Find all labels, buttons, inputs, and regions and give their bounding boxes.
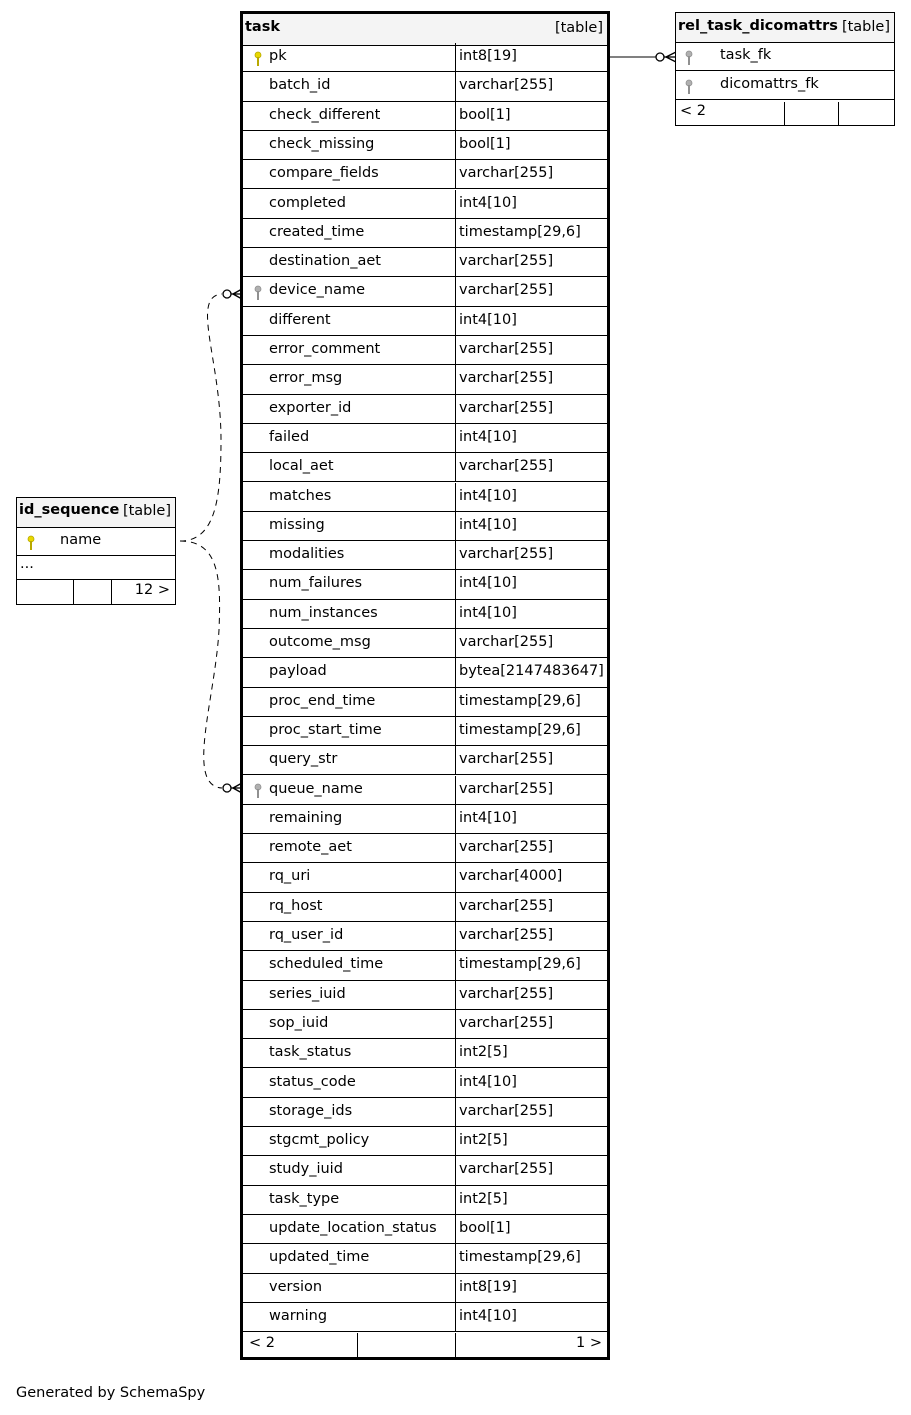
column-name: task_status — [269, 1044, 352, 1061]
column-type: varchar[255] — [459, 985, 554, 1002]
column-name: compare_fields — [269, 165, 379, 182]
column-type: varchar[4000] — [459, 868, 563, 885]
column-type: varchar[255] — [459, 1102, 554, 1119]
column-row-created-time[interactable] — [243, 219, 607, 248]
column-type: int4[10] — [459, 1307, 517, 1324]
column-type: varchar[255] — [459, 927, 554, 943]
column-row-error-msg[interactable] — [243, 365, 607, 394]
connector-task-to-rel-task-dicomattrs — [609, 52, 676, 62]
column-name: num_instances — [269, 604, 378, 621]
column-name: stgcmt_policy — [269, 1132, 370, 1149]
table-header — [17, 498, 175, 528]
column-type: bool[1] — [459, 135, 511, 152]
column-name: missing — [269, 516, 325, 533]
column-row-proc-start-time[interactable] — [243, 717, 607, 746]
table-footer — [676, 102, 894, 125]
column-name: batch_id — [269, 77, 331, 94]
column-type: int2[5] — [459, 1132, 508, 1149]
column-type: varchar[255] — [459, 282, 554, 299]
column-row-check-different[interactable] — [243, 102, 607, 131]
generated-by-label: Generated by SchemaSpy — [16, 1385, 206, 1401]
column-row-completed[interactable] — [243, 190, 607, 219]
column-row-outcome-msg[interactable] — [243, 629, 607, 658]
foreign-key-icon — [254, 783, 262, 799]
column-row-scheduled-time[interactable] — [243, 951, 607, 980]
column-name: device_name — [269, 282, 365, 299]
column-name: task_fk — [720, 47, 772, 63]
table-name: rel_task_dicomattrs — [678, 18, 838, 34]
column-type: int8[19] — [459, 48, 517, 64]
column-row-matches[interactable] — [243, 483, 607, 512]
column-name: matches — [269, 487, 332, 504]
column-name: queue_name — [269, 780, 363, 797]
column-name: remote_aet — [269, 839, 352, 856]
column-type: varchar[255] — [459, 165, 554, 182]
column-name: failed — [269, 428, 310, 445]
column-name: num_failures — [269, 575, 363, 592]
column-type: int4[10] — [459, 604, 517, 621]
column-type: timestamp[29,6] — [459, 721, 581, 738]
primary-key-icon — [254, 51, 262, 67]
column-row-task-type[interactable] — [243, 1186, 607, 1215]
more-columns-row — [17, 556, 175, 580]
column-row-dicomattrs-fk[interactable] — [676, 71, 894, 100]
column-type: int4[10] — [459, 516, 517, 533]
column-name: study_iuid — [269, 1161, 343, 1178]
column-type: bytea[2147483647] — [459, 663, 604, 680]
column-row-check-missing[interactable] — [243, 131, 607, 160]
column-name: completed — [269, 194, 346, 211]
column-name: pk — [269, 48, 287, 64]
column-name: destination_aet — [269, 253, 381, 270]
table-name: id_sequence — [19, 502, 120, 518]
column-row-name[interactable] — [17, 527, 175, 556]
column-type: int4[10] — [459, 575, 517, 592]
table-name: task — [245, 19, 280, 35]
column-row-error-comment[interactable] — [243, 336, 607, 365]
connector-id-sequence-to-device-name — [180, 289, 242, 541]
column-row-num-instances[interactable] — [243, 600, 607, 629]
column-row-updated-time[interactable] — [243, 1244, 607, 1273]
column-row-queue-name[interactable] — [243, 776, 607, 805]
column-type: bool[1] — [459, 106, 511, 123]
column-name: scheduled_time — [269, 956, 384, 973]
column-name: task_type — [269, 1190, 340, 1207]
column-name: storage_ids — [269, 1102, 353, 1119]
column-row-payload[interactable] — [243, 658, 607, 687]
ellipsis: ... — [20, 556, 34, 572]
column-row-stgcmt-policy[interactable] — [243, 1127, 607, 1156]
table-footer — [243, 1333, 607, 1357]
column-type: varchar[255] — [459, 1014, 554, 1031]
column-type: varchar[255] — [459, 546, 554, 563]
connector-id-sequence-to-queue-name — [180, 541, 242, 793]
column-row-compare-fields[interactable] — [243, 160, 607, 189]
column-row-proc-end-time[interactable] — [243, 688, 607, 717]
column-row-study-iuid[interactable] — [243, 1156, 607, 1185]
column-name: series_iuid — [269, 985, 346, 1002]
column-row-update-location-status[interactable] — [243, 1215, 607, 1244]
foreign-key-icon — [685, 79, 693, 95]
column-name: rq_user_id — [269, 927, 344, 943]
column-row-pk[interactable] — [243, 43, 607, 72]
column-name: version — [269, 1278, 323, 1295]
column-row-local-aet[interactable] — [243, 453, 607, 482]
column-row-modalities[interactable] — [243, 541, 607, 570]
column-row-series-iuid[interactable] — [243, 981, 607, 1010]
foreign-key-icon — [254, 285, 262, 301]
table-header — [243, 14, 607, 46]
column-type: varchar[255] — [459, 341, 554, 357]
column-row-remote-aet[interactable] — [243, 834, 607, 863]
column-name: remaining — [269, 809, 343, 826]
children-count: 12 > — [134, 582, 170, 598]
column-type: varchar[255] — [459, 839, 554, 856]
column-row-task-fk[interactable] — [676, 42, 894, 71]
column-name: rq_uri — [269, 868, 311, 885]
column-row-task-status[interactable] — [243, 1039, 607, 1068]
column-type: varchar[255] — [459, 780, 554, 797]
column-type: timestamp[29,6] — [459, 1249, 581, 1266]
column-type: varchar[255] — [459, 458, 554, 475]
column-row-device-name[interactable] — [243, 277, 607, 306]
column-name: outcome_msg — [269, 634, 371, 650]
column-name: updated_time — [269, 1249, 370, 1266]
column-name: created_time — [269, 223, 365, 240]
column-name: modalities — [269, 546, 345, 563]
column-row-storage-ids[interactable] — [243, 1098, 607, 1127]
foreign-key-icon — [685, 50, 693, 66]
column-row-sop-iuid[interactable] — [243, 1010, 607, 1039]
column-name: local_aet — [269, 458, 334, 475]
column-type: varchar[255] — [459, 634, 554, 650]
table-task[interactable] — [240, 11, 610, 1360]
primary-key-icon — [27, 535, 35, 551]
column-row-num-failures[interactable] — [243, 570, 607, 599]
column-type: int8[19] — [459, 1278, 517, 1295]
column-row-rq-host[interactable] — [243, 893, 607, 922]
column-name: warning — [269, 1307, 328, 1324]
column-type: int2[5] — [459, 1044, 508, 1061]
column-row-rq-user-id[interactable] — [243, 922, 607, 951]
column-row-destination-aet[interactable] — [243, 248, 607, 277]
column-row-status-code[interactable] — [243, 1069, 607, 1098]
column-name: error_comment — [269, 341, 381, 357]
column-name: payload — [269, 663, 327, 680]
column-type: int4[10] — [459, 809, 517, 826]
column-row-version[interactable] — [243, 1274, 607, 1303]
table-tag: [table] — [554, 20, 603, 36]
parents-count: < 2 — [680, 103, 706, 119]
column-type: int4[10] — [459, 194, 517, 211]
children-count: 1 > — [576, 1335, 602, 1351]
column-type: timestamp[29,6] — [459, 692, 581, 709]
column-row-exporter-id[interactable] — [243, 395, 607, 424]
column-name: error_msg — [269, 370, 343, 387]
table-id-sequence[interactable] — [16, 497, 176, 605]
column-name: check_missing — [269, 135, 375, 152]
column-name: query_str — [269, 751, 338, 768]
parents-count: < 2 — [249, 1335, 275, 1351]
column-type: varchar[255] — [459, 370, 554, 387]
column-name: exporter_id — [269, 399, 352, 416]
column-name: dicomattrs_fk — [720, 76, 819, 92]
table-header — [676, 13, 894, 43]
column-row-missing[interactable] — [243, 512, 607, 541]
column-name: name — [60, 532, 102, 548]
column-name: sop_iuid — [269, 1014, 329, 1031]
table-tag: [table] — [841, 19, 890, 35]
table-footer — [17, 580, 175, 604]
column-name: proc_end_time — [269, 692, 376, 709]
column-row-rq-uri[interactable] — [243, 863, 607, 892]
column-type: timestamp[29,6] — [459, 956, 581, 973]
column-row-query-str[interactable] — [243, 746, 607, 775]
column-type: int4[10] — [459, 311, 517, 328]
column-name: different — [269, 311, 331, 328]
column-type: varchar[255] — [459, 253, 554, 270]
column-type: int4[10] — [459, 428, 517, 445]
column-type: varchar[255] — [459, 897, 554, 914]
column-row-warning[interactable] — [243, 1303, 607, 1332]
column-name: proc_start_time — [269, 721, 382, 738]
column-name: check_different — [269, 106, 381, 123]
table-rel-task-dicomattrs[interactable] — [675, 12, 895, 126]
column-name: status_code — [269, 1073, 356, 1090]
column-type: varchar[255] — [459, 751, 554, 768]
column-type: varchar[255] — [459, 77, 554, 94]
column-type: timestamp[29,6] — [459, 223, 581, 240]
column-row-remaining[interactable] — [243, 805, 607, 834]
column-row-batch-id[interactable] — [243, 72, 607, 101]
table-tag: [table] — [122, 503, 171, 519]
column-type: int4[10] — [459, 1073, 517, 1090]
column-type: int2[5] — [459, 1190, 508, 1207]
column-name: rq_host — [269, 897, 323, 914]
column-type: varchar[255] — [459, 399, 554, 416]
column-name: update_location_status — [269, 1220, 437, 1236]
column-type: bool[1] — [459, 1220, 511, 1236]
column-row-different[interactable] — [243, 307, 607, 336]
column-type: varchar[255] — [459, 1161, 554, 1178]
column-row-failed[interactable] — [243, 424, 607, 453]
column-type: int4[10] — [459, 487, 517, 504]
